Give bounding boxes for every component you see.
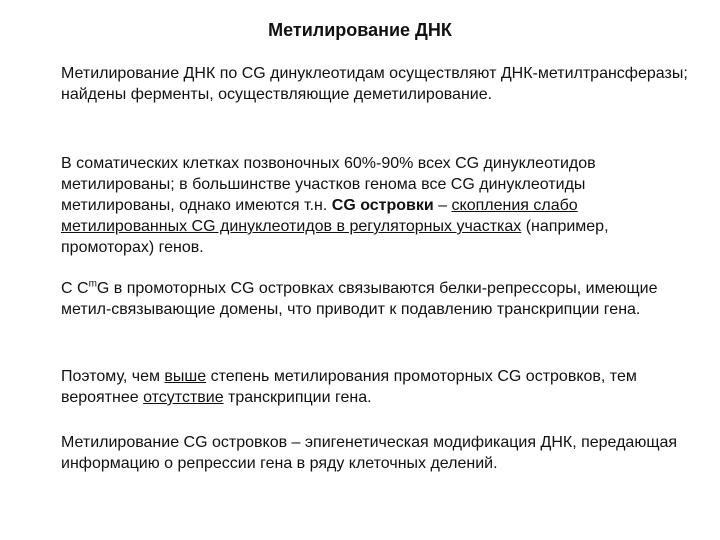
slide-title: Метилирование ДНК [268,20,452,40]
paragraph-dna-methyltransferases [61,63,689,105]
paragraph-text: транскрипции гена. [223,389,372,406]
cg-islands-term: CG островки [331,197,434,214]
paragraph-text: (например, промоторах) генов. [61,218,609,256]
paragraph-text: С C [61,280,89,297]
paragraph-text: Метилирование CG островков – эпигенетическая модификация ДНК, передающая информацию о репрессии гена в ряду клеточных делений. [61,434,678,472]
paragraph-cg-islands [61,153,689,258]
paragraph-text: G в промоторных CG островках связываются белки-репрессоры, имеющие метил-связывающие домены, что приводит к подавлению транскрипции гена. [61,280,658,318]
cg-islands-definition: скопления слабо метилированных CG динуклеотидов в регуляторных участках [61,197,578,235]
paragraph-epigenetic-modification [61,432,689,474]
paragraph-repressor-proteins [61,278,689,320]
paragraph-methylation-degree [61,366,689,408]
paragraph-text: степень метилирования промоторных CG островков, тем вероятнее [61,368,637,406]
paragraph-text: Метилирование ДНК по CG динуклеотидам осуществляют ДНК-метилтрансферазы; найдены ферменты, осуществляющие деметилирование. [61,65,688,103]
emphasis-absence: отсутствие [143,389,224,406]
paragraph-text: В соматических клетках позвоночных 60%-90% всех CG динуклеотидов метилированы; в большинстве участков генома все CG динуклеотиды метилированы, однако имеются т.н. [61,155,596,214]
paragraph-text: Поэтому, чем [61,368,165,385]
emphasis-higher: выше [164,368,207,385]
dash: – [433,197,452,214]
methyl-superscript: m [88,278,97,290]
